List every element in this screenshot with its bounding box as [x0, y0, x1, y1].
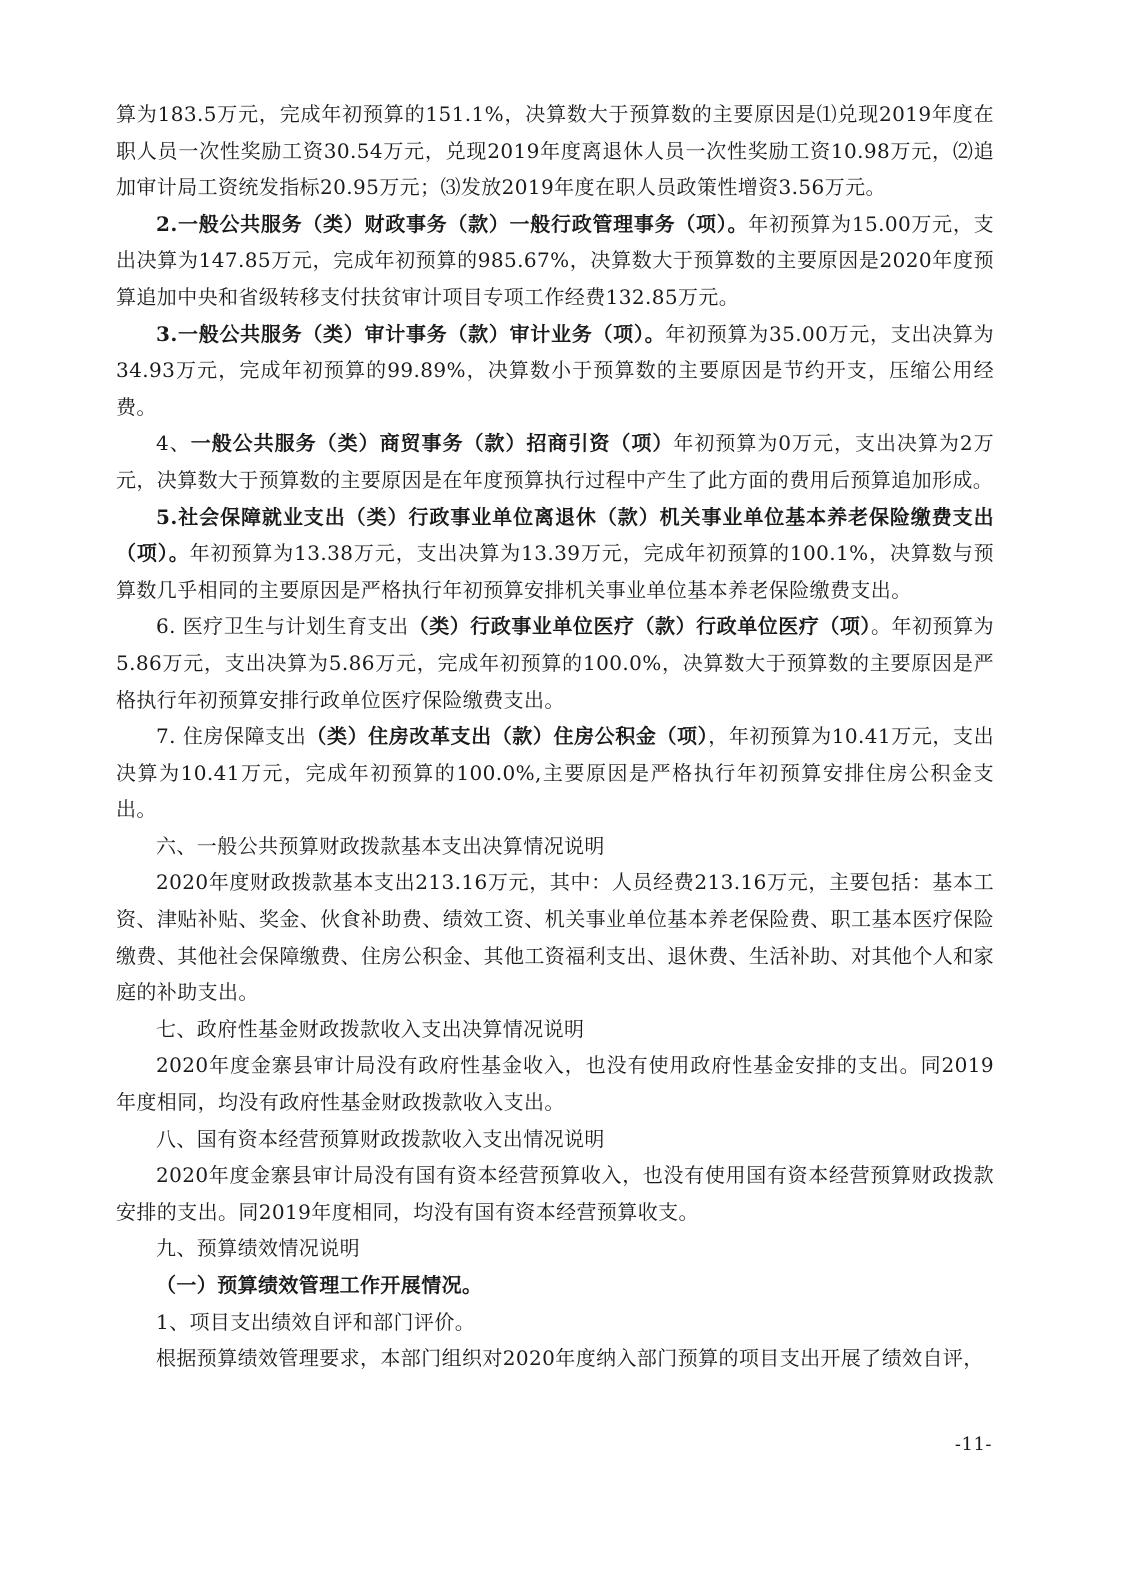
item-6-prefix: 6. 医疗卫生与计划生育支出 — [156, 614, 409, 639]
document-body — [116, 96, 994, 1377]
item-5-text: 年初预算为13.38万元，支出决算为13.39万元，完成年初预算的100.1%，决算数与预算数几乎相同的主要原因是严格执行年初预算安排机关事业单位基本养老保险缴费支出。 — [116, 541, 994, 602]
item-3-text: 年初预算为35.00万元，支出决算为34.93万元，完成年初预算的99.89%，决算数小于预算数的主要原因是节约开支，压缩公用经费。 — [116, 321, 994, 419]
item-3-title: 3.一般公共服务（类）审计事务（款）审计业务（项）。 — [156, 321, 666, 346]
item-7-prefix: 7. 住房保障支出 — [156, 724, 307, 749]
item-5-title: 5.社会保障就业支出（类）行政事业单位离退休（款）机关事业单位基本养老保险缴费支出（项）。 — [116, 504, 994, 566]
paragraph-12: 根据预算绩效管理要求，本部门组织对2020年度纳入部门预算的项目支出开展了绩效自评， — [156, 1346, 984, 1371]
paragraph-4 — [116, 425, 994, 498]
item-2-title: 2.一般公共服务（类）财政事务（款）一般行政管理事务（项）。 — [156, 211, 749, 236]
paragraph-10: 2020年度金寨县审计局没有国有资本经营预算收入，也没有使用国有资本经营预算财政拨款安排的支出。同2019年度相同，均没有国有资本经营预算收支。 — [116, 1163, 994, 1224]
item-4-text: 年初预算为0万元，支出决算为2万元，决算数大于预算数的主要原因是在年度预算执行过程中产生了此方面的费用后预算追加形成。 — [116, 431, 995, 492]
subsection-1-heading — [116, 1267, 994, 1304]
paragraph-9: 2020年度金寨县审计局没有政府性基金收入，也没有使用政府性基金安排的支出。同2019年度相同，均没有政府性基金财政拨款收入支出。 — [116, 1053, 994, 1115]
section-9-heading: 九、预算绩效情况说明 — [156, 1236, 360, 1261]
section-7-heading: 七、政府性基金财政拨款收入支出决算情况说明 — [156, 1016, 585, 1041]
item-2-text: 年初预算为15.00万元，支出决算为147.85万元，完成年初预算的985.67%，决算数大于预算数的主要原因是2020年度预算追加中央和省级转移支付扶贫审计项目专项工作经费132.85万元。 — [116, 211, 994, 309]
subsection-1-title: （一）预算绩效管理工作开展情况。 — [156, 1273, 483, 1297]
paragraph-5 — [116, 499, 994, 609]
paragraph-8: 2020年度财政拨款基本支出213.16万元，其中：人员经费213.16万元，主要包括：基本工资、津贴补贴、奖金、伙食补助费、绩效工资、机关事业单位基本养老保险费、职工基本医疗保险缴费、其他社会保障缴费、住房公积金、其他工资福利支出、退休费、生活补助、对其他个人和家庭的补助支出。 — [116, 870, 994, 1005]
paragraph-7 — [116, 718, 994, 828]
paragraph-6 — [116, 608, 994, 718]
item-7-title: （类）住房改革支出（款）住房公积金（项） — [306, 724, 709, 749]
item-6-text: 。年初预算为5.86万元，支出决算为5.86万元，完成年初预算的100.0%，决算数大于预算数的主要原因是严格执行年初预算安排行政单位医疗保险缴费支出。 — [116, 614, 995, 712]
section-8-heading: 八、国有资本经营预算财政拨款收入支出情况说明 — [156, 1126, 605, 1151]
item-4-prefix: 4、 — [156, 431, 191, 456]
page-number: -11- — [954, 1434, 992, 1455]
paragraph-2 — [116, 206, 994, 316]
item-7-text: ，年初预算为10.41万元，支出决算为10.41万元，完成年初预算的100.0%,主要原因是严格执行年初预算安排住房公积金支出。 — [116, 724, 995, 822]
item-4-title: 一般公共服务（类）商贸事务（款）招商引资（项） — [190, 431, 674, 456]
section-6-heading: 六、一般公共预算财政拨款基本支出决算情况说明 — [156, 833, 605, 858]
paragraph-1: 算为183.5万元，完成年初预算的151.1%，决算数大于预算数的主要原因是⑴兑现2019年度在职人员一次性奖励工资30.54万元，兑现2019年度离退休人员一次性奖励工资10.98万元，⑵追加审计局工资统发指标20.95万元；⑶发放2019年度在职人员政策性增资3.56万元。 — [116, 102, 994, 200]
paragraph-3 — [116, 316, 994, 426]
item-6-title: （类）行政事业单位医疗（款）行政单位医疗（项） — [408, 614, 871, 639]
paragraph-11: 1、项目支出绩效自评和部门评价。 — [156, 1309, 476, 1334]
